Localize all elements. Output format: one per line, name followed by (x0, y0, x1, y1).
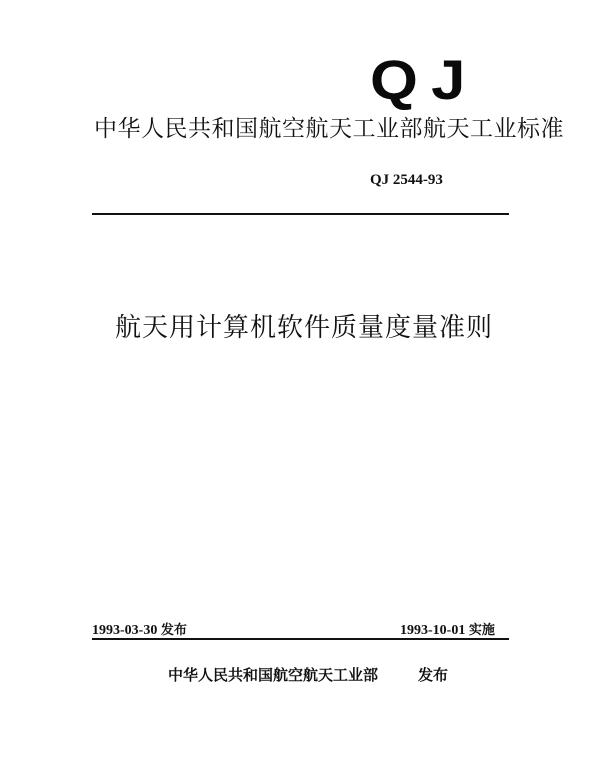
header-divider (92, 213, 509, 215)
qj-logo: QJ (370, 48, 479, 111)
footer-divider (92, 638, 509, 640)
issued-date-block (92, 619, 187, 639)
issued-label: 发布 (160, 623, 187, 638)
publisher-action: 发布 (418, 666, 449, 684)
publisher-name: 中华人民共和国航空航天工业部 (168, 666, 379, 684)
document-title: 航天用计算机软件质量度量准则 (115, 313, 494, 343)
effective-date: 1993-10-01 (400, 623, 466, 638)
effective-date-block (400, 619, 495, 639)
effective-label: 实施 (468, 623, 495, 638)
standard-body-heading: 中华人民共和国航空航天工业部航天工业标准 (94, 116, 564, 142)
issued-date: 1993-03-30 (92, 623, 158, 638)
document-code: QJ 2544-93 (370, 172, 443, 188)
